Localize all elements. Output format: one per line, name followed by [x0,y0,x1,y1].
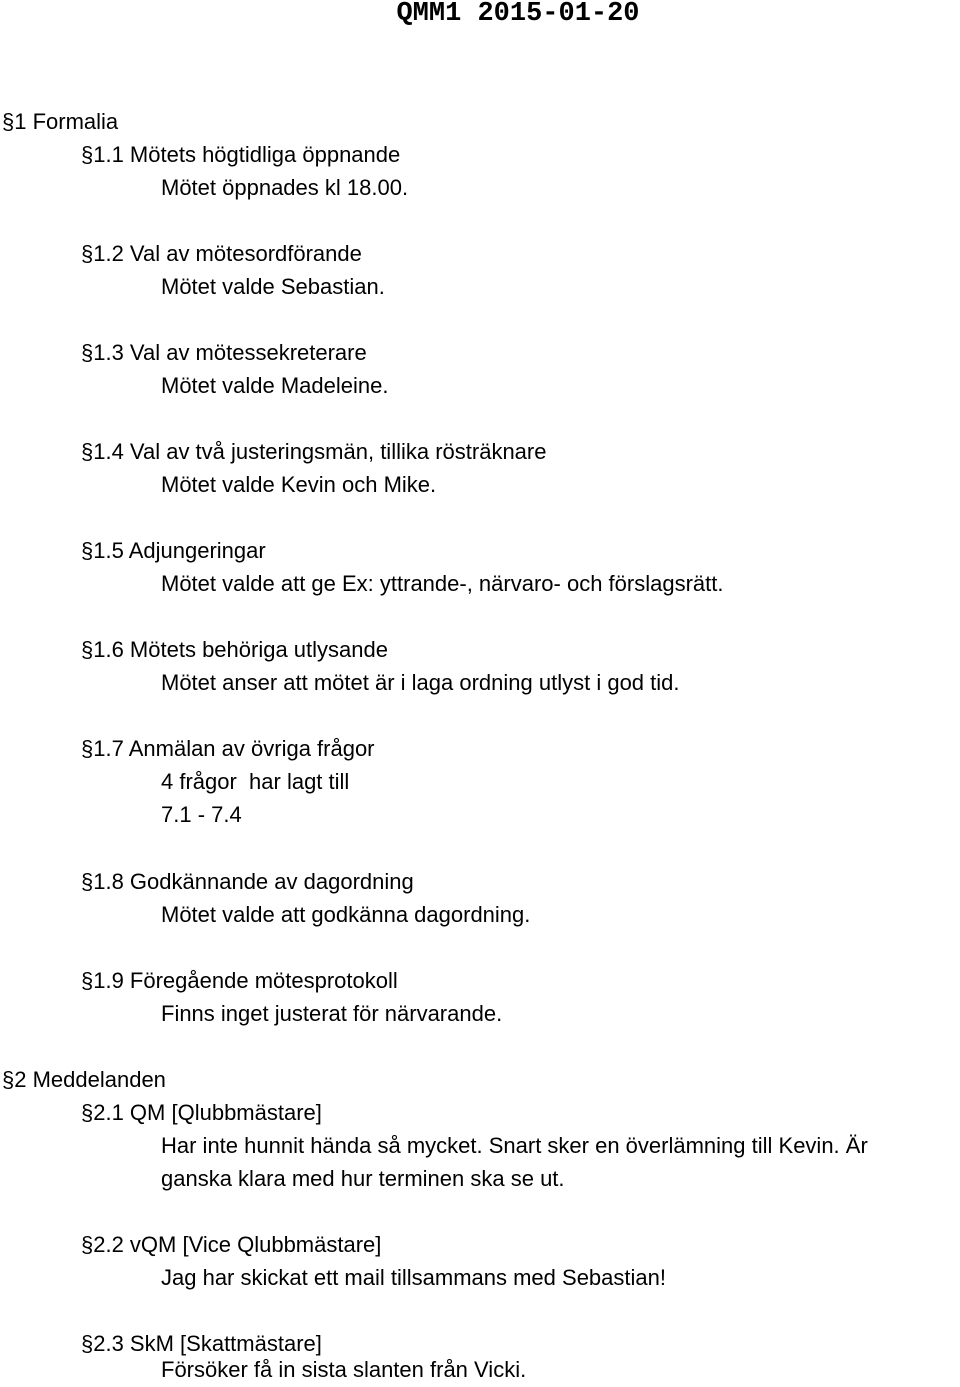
section-heading: §2 Meddelanden [2,1067,166,1092]
item-text: Mötet valde Kevin och Mike. [161,472,437,497]
item-text: Mötet valde att godkänna dagordning. [161,902,531,927]
item-text: Har inte hunnit hända så mycket. Snart sker en överlämning till Kevin. Är [161,1133,868,1158]
item-text: Försöker få in sista slanten från Vicki. [161,1357,527,1382]
page-title: QMM1 2015-01-20 [396,0,640,29]
item-heading: §1.9 Föregående mötesprotokoll [81,968,398,993]
item-text: 4 frågor har lagt till [161,769,350,794]
item-text: 7.1 - 7.4 [161,802,242,827]
item-text: Mötet valde att ge Ex: yttrande-, närvaro- och förslagsrätt. [161,571,724,596]
item-heading: §1.4 Val av två justeringsmän, tillika rösträknare [81,439,547,464]
item-heading: §1.2 Val av mötesordförande [81,241,362,266]
item-heading: §1.5 Adjungeringar [81,538,266,563]
item-text: Finns inget justerat för närvarande. [161,1001,503,1026]
item-text: Jag har skickat ett mail tillsammans med Sebastian! [161,1265,666,1290]
item-heading: §1.8 Godkännande av dagordning [81,869,414,894]
item-heading: §1.1 Mötets högtidliga öppnande [81,142,401,167]
item-heading: §2.1 QM [Qlubbmästare] [81,1100,322,1125]
item-heading: §2.3 SkM [Skattmästare] [81,1331,322,1356]
item-heading: §1.6 Mötets behöriga utlysande [81,637,388,662]
item-text: Mötet valde Sebastian. [161,274,385,299]
item-text: Mötet valde Madeleine. [161,373,389,398]
item-text: Mötet anser att mötet är i laga ordning utlyst i god tid. [161,670,680,695]
item-text: Mötet öppnades kl 18.00. [161,175,409,200]
item-heading: §2.2 vQM [Vice Qlubbmästare] [81,1232,382,1257]
item-text: ganska klara med hur terminen ska se ut. [161,1166,565,1191]
item-heading: §1.3 Val av mötessekreterare [81,340,367,365]
section-heading: §1 Formalia [2,109,119,134]
item-heading: §1.7 Anmälan av övriga frågor [81,736,375,761]
